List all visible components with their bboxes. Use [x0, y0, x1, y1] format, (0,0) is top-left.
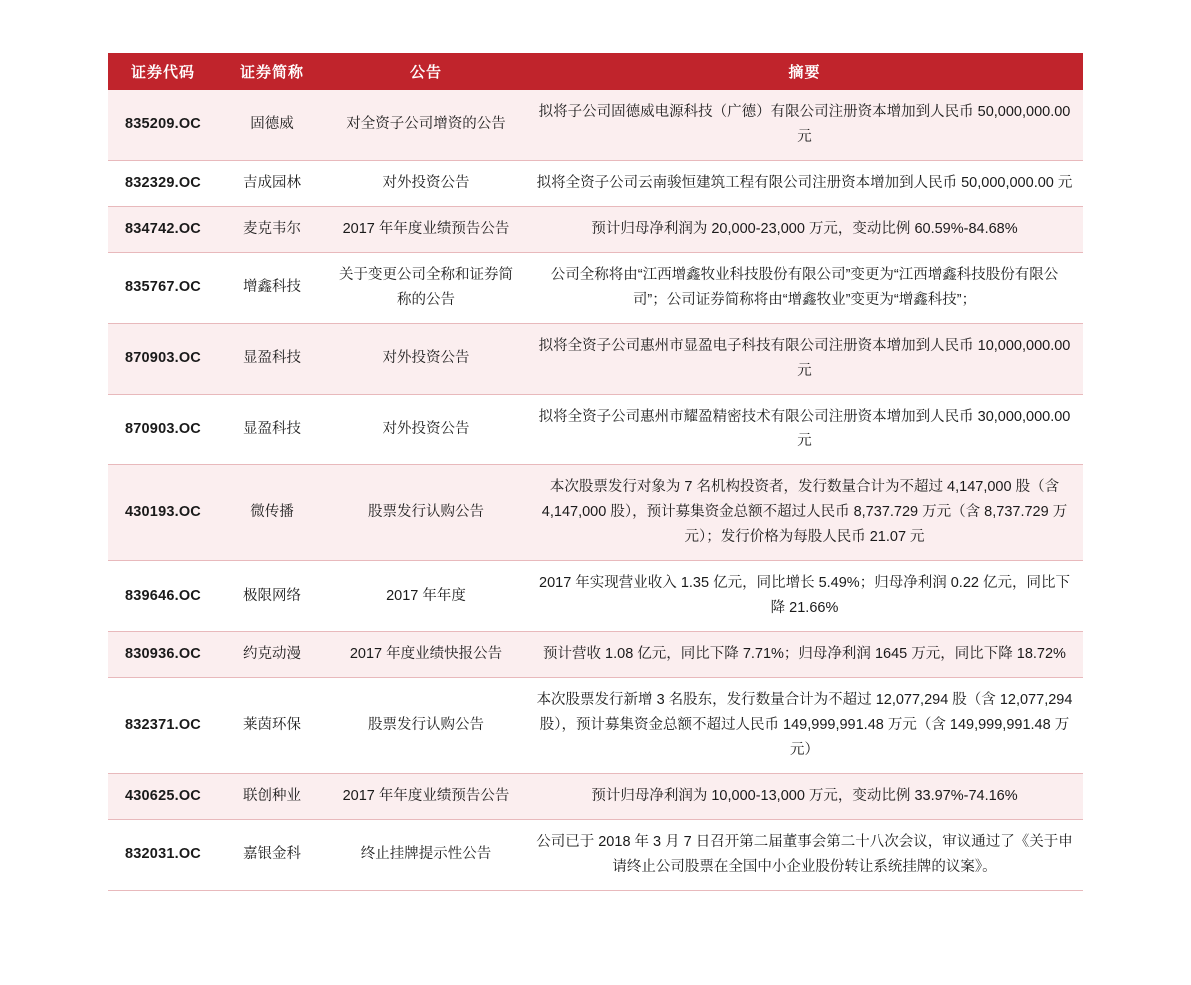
table-header-row: [108, 53, 1083, 90]
cell-security-name: 固德威: [218, 90, 326, 160]
column-header-summary: 摘要: [526, 53, 1083, 90]
cell-announcement-summary: 拟将子公司固德威电源科技（广德）有限公司注册资本增加到人民币 50,000,000.00 元: [526, 90, 1083, 160]
cell-announcement-title: 对外投资公告: [326, 160, 526, 206]
cell-announcement-title: 对外投资公告: [326, 394, 526, 465]
cell-announcement-summary: 拟将全资子公司云南骏恒建筑工程有限公司注册资本增加到人民币 50,000,000.00 元: [526, 160, 1083, 206]
cell-security-code: 430193.OC: [108, 465, 218, 561]
cell-security-name: 嘉银金科: [218, 819, 326, 890]
column-header-name: 证券简称: [218, 53, 326, 90]
cell-announcement-title: 对外投资公告: [326, 323, 526, 394]
cell-security-code: 835767.OC: [108, 252, 218, 323]
table-header: [108, 53, 1083, 90]
table-row: [108, 394, 1083, 465]
cell-security-name: 显盈科技: [218, 394, 326, 465]
table-body: [108, 90, 1083, 890]
announcement-table: [108, 53, 1083, 891]
cell-announcement-title: 2017 年年度业绩预告公告: [326, 206, 526, 252]
cell-announcement-title: 关于变更公司全称和证券简称的公告: [326, 252, 526, 323]
table-row: [108, 773, 1083, 819]
column-header-code: 证券代码: [108, 53, 218, 90]
cell-security-code: 832329.OC: [108, 160, 218, 206]
cell-announcement-summary: 公司已于 2018 年 3 月 7 日召开第二届董事会第二十八次会议，审议通过了《关于申请终止公司股票在全国中小企业股份转让系统挂牌的议案》。: [526, 819, 1083, 890]
cell-security-name: 吉成园林: [218, 160, 326, 206]
table-row: [108, 160, 1083, 206]
cell-announcement-title: 股票发行认购公告: [326, 465, 526, 561]
cell-announcement-title: 股票发行认购公告: [326, 678, 526, 774]
cell-security-code: 870903.OC: [108, 323, 218, 394]
cell-announcement-summary: 拟将全资子公司惠州市显盈电子科技有限公司注册资本增加到人民币 10,000,000.00 元: [526, 323, 1083, 394]
cell-announcement-summary: 本次股票发行对象为 7 名机构投资者，发行数量合计为不超过 4,147,000 股（含 4,147,000 股），预计募集资金总额不超过人民币 8,737.729 万元（含 8,737.729 万元）；发行价格为每股人民币 21.07 元: [526, 465, 1083, 561]
cell-security-code: 832031.OC: [108, 819, 218, 890]
cell-security-code: 839646.OC: [108, 561, 218, 632]
table-row: [108, 632, 1083, 678]
cell-security-name: 莱茵环保: [218, 678, 326, 774]
table-row: [108, 252, 1083, 323]
cell-security-code: 830936.OC: [108, 632, 218, 678]
cell-security-code: 870903.OC: [108, 394, 218, 465]
cell-security-code: 832371.OC: [108, 678, 218, 774]
cell-announcement-title: 2017 年度业绩快报公告: [326, 632, 526, 678]
cell-security-name: 微传播: [218, 465, 326, 561]
table-row: [108, 561, 1083, 632]
table-row: [108, 678, 1083, 774]
table-row: [108, 206, 1083, 252]
cell-announcement-title: 终止挂牌提示性公告: [326, 819, 526, 890]
cell-announcement-summary: 2017 年实现营业收入 1.35 亿元，同比增长 5.49%；归母净利润 0.22 亿元，同比下降 21.66%: [526, 561, 1083, 632]
cell-announcement-title: 2017 年年度业绩预告公告: [326, 773, 526, 819]
cell-announcement-summary: 预计归母净利润为 20,000-23,000 万元，变动比例 60.59%-84.68%: [526, 206, 1083, 252]
cell-announcement-summary: 预计归母净利润为 10,000-13,000 万元，变动比例 33.97%-74.16%: [526, 773, 1083, 819]
table-row: [108, 90, 1083, 160]
cell-security-name: 麦克韦尔: [218, 206, 326, 252]
cell-security-name: 增鑫科技: [218, 252, 326, 323]
cell-security-name: 显盈科技: [218, 323, 326, 394]
announcement-table-wrapper: [108, 53, 1083, 891]
cell-announcement-summary: 公司全称将由“江西增鑫牧业科技股份有限公司”变更为“江西增鑫科技股份有限公司”；公司证券简称将由“增鑫牧业”变更为“增鑫科技”；: [526, 252, 1083, 323]
cell-security-name: 极限网络: [218, 561, 326, 632]
cell-security-code: 430625.OC: [108, 773, 218, 819]
cell-security-code: 835209.OC: [108, 90, 218, 160]
table-row: [108, 819, 1083, 890]
table-row: [108, 323, 1083, 394]
table-row: [108, 465, 1083, 561]
cell-announcement-title: 对全资子公司增资的公告: [326, 90, 526, 160]
cell-announcement-summary: 拟将全资子公司惠州市耀盈精密技术有限公司注册资本增加到人民币 30,000,000.00 元: [526, 394, 1083, 465]
cell-security-name: 联创种业: [218, 773, 326, 819]
column-header-announcement: 公告: [326, 53, 526, 90]
cell-announcement-summary: 本次股票发行新增 3 名股东，发行数量合计为不超过 12,077,294 股（含 12,077,294 股），预计募集资金总额不超过人民币 149,999,991.48 万元（含 149,999,991.48 万元）: [526, 678, 1083, 774]
cell-announcement-summary: 预计营收 1.08 亿元，同比下降 7.71%；归母净利润 1645 万元，同比下降 18.72%: [526, 632, 1083, 678]
cell-security-code: 834742.OC: [108, 206, 218, 252]
cell-security-name: 约克动漫: [218, 632, 326, 678]
cell-announcement-title: 2017 年年度: [326, 561, 526, 632]
